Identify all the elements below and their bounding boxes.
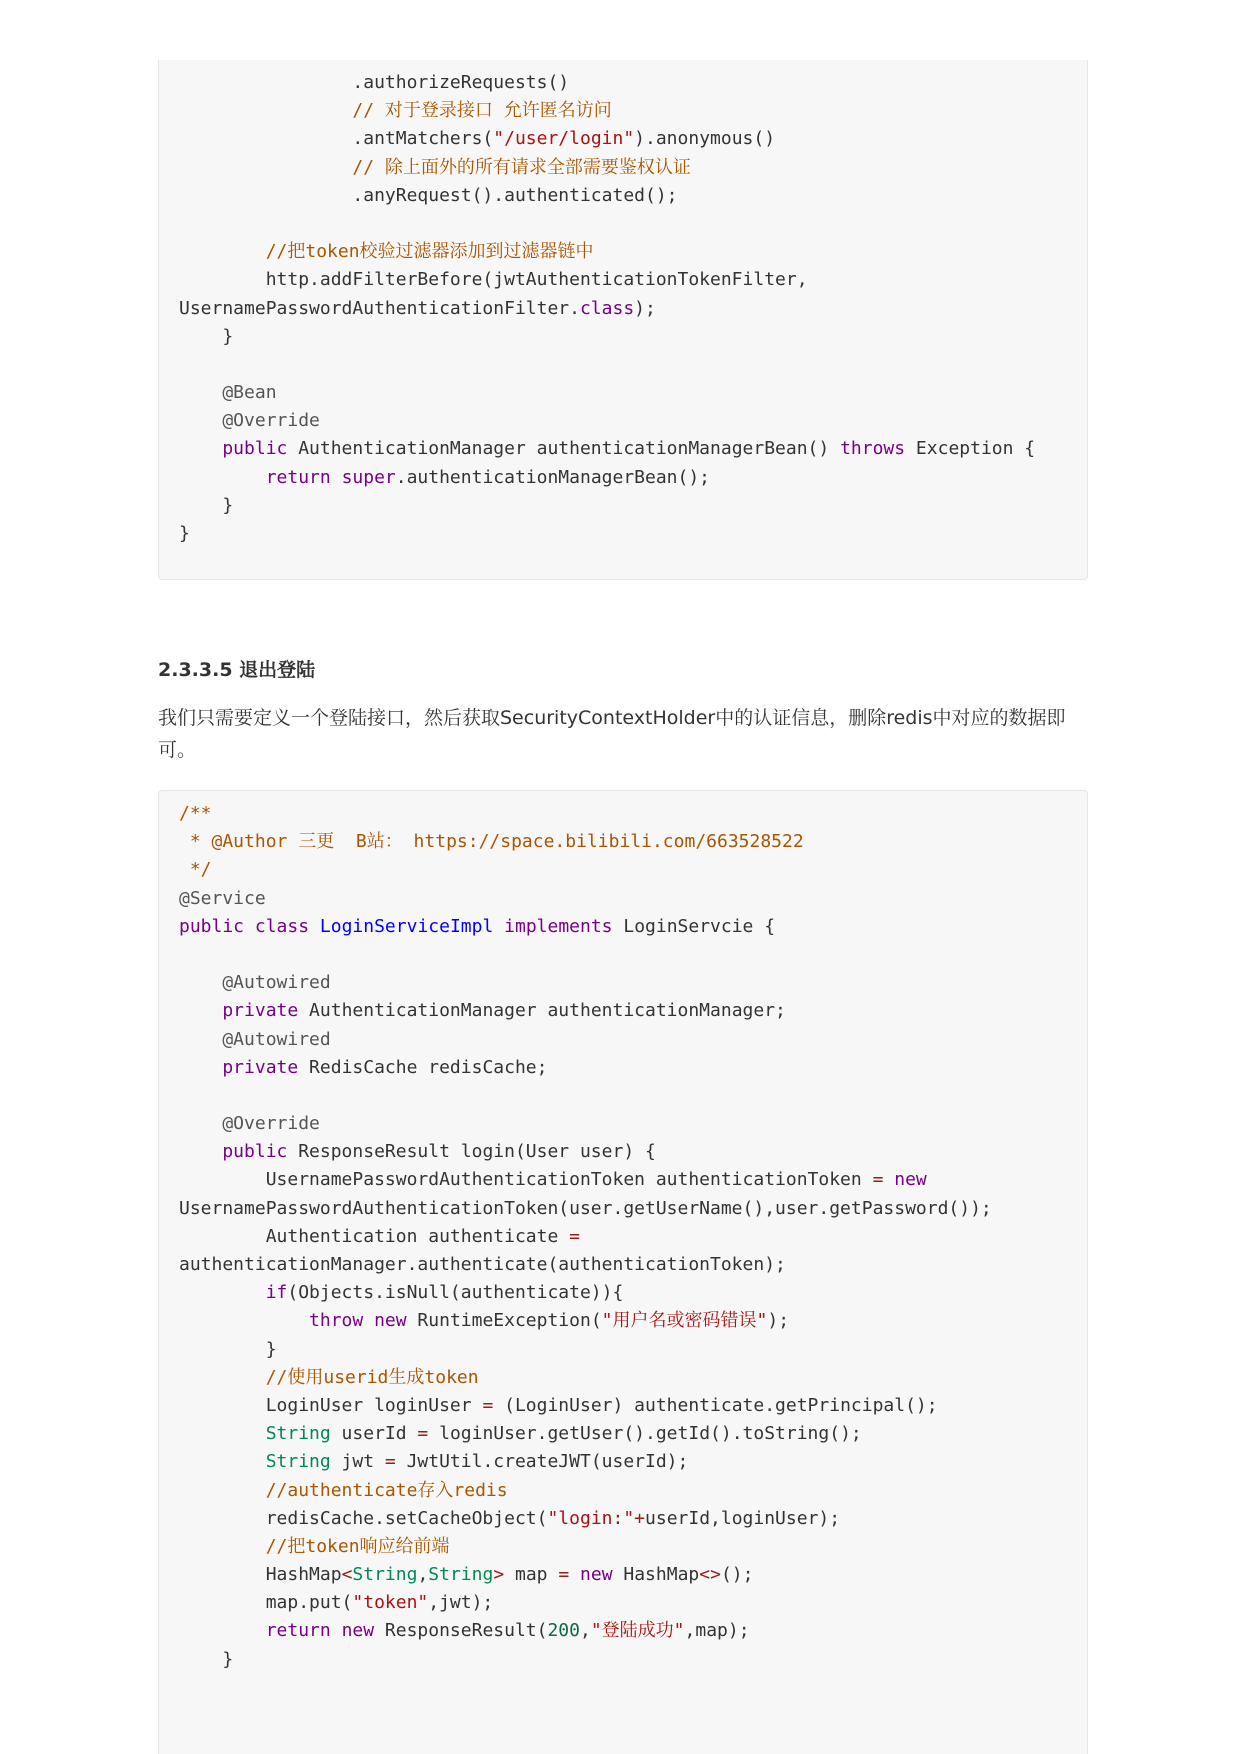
code-token: userId — [330, 1423, 418, 1445]
code-token: String — [428, 1564, 494, 1586]
code-token: /** — [179, 803, 212, 824]
code-line — [179, 154, 1035, 182]
code-line — [179, 69, 1035, 97]
code-token: .authenticationManagerBean(); — [395, 466, 711, 488]
code-token: < — [341, 1564, 353, 1586]
code-token: ); — [634, 297, 656, 319]
code-token: } — [179, 325, 234, 347]
code-line — [179, 1251, 992, 1279]
code-token: public — [179, 915, 245, 937]
code-line — [179, 1364, 992, 1392]
code-token: HashMap — [612, 1564, 700, 1586]
code-token: = — [417, 1423, 429, 1445]
code-token: class — [254, 915, 310, 937]
code-token: http.addFilterBefore(jwtAuthenticationTokenFilter, — [179, 269, 808, 291]
code-token: String — [352, 1564, 418, 1586]
code-token: } — [179, 523, 190, 544]
code-token: = — [872, 1169, 884, 1191]
code-block-security-config — [158, 60, 1088, 580]
code-line — [179, 379, 1035, 407]
code-line — [179, 1307, 992, 1335]
code-token: userId,loginUser); — [645, 1507, 841, 1529]
code-token: RedisCache redisCache; — [298, 1056, 548, 1078]
code-token: LoginServiceImpl — [319, 915, 494, 937]
code-token: throws — [840, 438, 906, 460]
code-line — [179, 1505, 992, 1533]
code-token: String — [179, 1451, 331, 1473]
code-line — [179, 323, 1035, 351]
code-token: AuthenticationManager authenticationManagerBean() — [287, 438, 841, 460]
code-token: ); — [767, 1310, 790, 1332]
code-line — [179, 913, 992, 941]
code-token: UsernamePasswordAuthenticationToken authenticationToken — [179, 1169, 873, 1191]
code-token: "login:" — [547, 1507, 635, 1529]
code-token: map.put( — [179, 1592, 353, 1614]
code-token: //把token响应给前端 — [179, 1535, 450, 1557]
code-token: HashMap — [179, 1564, 342, 1586]
code-line — [179, 238, 1035, 266]
code-token: //把token校验过滤器添加到过滤器链中 — [179, 241, 594, 263]
code-token: .antMatchers( — [179, 128, 494, 150]
code-token: UsernamePasswordAuthenticationToken(user.getUserName(),user.getPassword()); — [179, 1197, 992, 1219]
code-line — [179, 492, 1035, 520]
code-token: @Override — [179, 1113, 320, 1135]
code-line — [179, 1279, 992, 1307]
code-line — [179, 97, 1035, 125]
code-line — [179, 1026, 992, 1054]
code-token: > — [493, 1564, 505, 1586]
code-token: new — [374, 1310, 407, 1332]
code-line — [179, 1392, 992, 1420]
code-token — [569, 1564, 580, 1585]
code-token: "token" — [352, 1592, 429, 1614]
code-token: ResponseResult( — [374, 1620, 548, 1642]
code-line — [179, 520, 1035, 548]
code-token: return — [179, 1620, 331, 1642]
code-token: @Bean — [179, 382, 277, 404]
code-token: } — [179, 1338, 277, 1360]
section-heading: 2.3.3.5 退出登陆 — [158, 659, 316, 681]
code-block-login-service — [158, 790, 1088, 1754]
code-token: // 除上面外的所有请求全部需要鉴权认证 — [179, 156, 691, 178]
code-line — [179, 1223, 992, 1251]
code-line — [179, 1420, 992, 1448]
code-line — [179, 407, 1035, 435]
code-token: <> — [699, 1564, 721, 1586]
code-line — [179, 1617, 992, 1645]
code-line — [179, 941, 992, 969]
code-token — [493, 916, 504, 937]
code-line — [179, 295, 1035, 323]
code-token: 200 — [547, 1620, 580, 1642]
code-line — [179, 800, 992, 828]
code-token — [244, 916, 255, 937]
code-token: LoginServcie { — [612, 915, 776, 937]
code-token: + — [634, 1507, 646, 1529]
code-token: = — [558, 1564, 570, 1586]
code-token: = — [569, 1225, 580, 1247]
code-token: String — [179, 1423, 331, 1445]
code-token: private — [179, 1056, 299, 1078]
code-line — [179, 1477, 992, 1505]
code-token — [309, 916, 320, 937]
code-token: Authentication authenticate — [179, 1225, 570, 1247]
code-content — [179, 69, 1035, 548]
code-token: loginUser.getUser().getId().toString(); — [428, 1423, 862, 1445]
code-token: ).anonymous() — [634, 128, 776, 150]
code-line — [179, 125, 1035, 153]
code-line — [179, 464, 1035, 492]
code-token: UsernamePasswordAuthenticationFilter. — [179, 297, 580, 319]
code-token: ,jwt); — [428, 1592, 494, 1614]
code-token — [883, 1169, 894, 1190]
code-token: (); — [720, 1564, 754, 1586]
code-line — [179, 266, 1035, 294]
code-token: public — [179, 1141, 288, 1163]
code-token: //使用userid生成token — [179, 1366, 479, 1388]
code-token: @Autowired — [179, 972, 331, 994]
code-token: new — [894, 1169, 927, 1191]
code-token — [363, 1310, 374, 1331]
code-token: @Autowired — [179, 1028, 331, 1050]
code-line — [179, 885, 992, 913]
code-token — [331, 1620, 342, 1641]
code-token: } — [179, 494, 234, 516]
code-line — [179, 1561, 992, 1589]
code-token: * @Author 三更 B站： https://space.bilibili.com/663528522 — [179, 831, 804, 853]
code-line — [179, 1082, 992, 1110]
code-token: @Service — [179, 887, 266, 909]
code-line — [179, 1195, 992, 1223]
section-paragraph: 我们只需要定义一个登陆接口，然后获取SecurityContextHolder中的认证信息，删除redis中对应的数据即可。 — [158, 707, 1066, 761]
code-token: //authenticate存入redis — [179, 1479, 508, 1501]
code-line — [179, 1533, 992, 1561]
code-line — [179, 210, 1035, 238]
code-token: "登陆成功" — [590, 1620, 685, 1642]
code-token: class — [579, 297, 635, 319]
code-token: jwt — [330, 1451, 385, 1473]
code-token: private — [179, 1000, 299, 1022]
code-token: JwtUtil.createJWT(userId); — [395, 1451, 689, 1473]
code-token: "用户名或密码错误" — [601, 1310, 768, 1332]
code-line — [179, 351, 1035, 379]
code-line — [179, 1138, 992, 1166]
code-line — [179, 856, 992, 884]
code-line — [179, 1166, 992, 1194]
code-token: } — [179, 1648, 234, 1670]
code-token — [331, 467, 342, 488]
code-token: (Objects.isNull(authenticate)){ — [287, 1282, 624, 1304]
code-token: authenticationManager.authenticate(authenticationToken); — [179, 1254, 786, 1275]
code-token: ResponseResult login(User user) { — [287, 1141, 656, 1163]
code-token: @Override — [179, 410, 320, 432]
code-line — [179, 1448, 992, 1476]
code-line — [179, 997, 992, 1025]
code-token: = — [482, 1394, 494, 1416]
code-token: new — [341, 1620, 375, 1642]
code-line — [179, 1336, 992, 1364]
code-line — [179, 969, 992, 997]
code-line — [179, 182, 1035, 210]
code-token: = — [384, 1451, 396, 1473]
code-token: (LoginUser) authenticate.getPrincipal(); — [493, 1394, 938, 1416]
code-token: RuntimeException( — [406, 1310, 602, 1332]
code-token: .authorizeRequests() — [179, 72, 570, 93]
code-line — [179, 435, 1035, 463]
code-token: return — [179, 466, 331, 488]
code-token: if — [179, 1282, 288, 1304]
code-line — [179, 1054, 992, 1082]
code-token: throw — [179, 1310, 364, 1332]
code-token: // 对于登录接口 允许匿名访问 — [179, 100, 612, 122]
code-line — [179, 1589, 992, 1617]
code-token: */ — [179, 859, 212, 881]
code-token: LoginUser loginUser — [179, 1394, 483, 1416]
code-token: new — [580, 1564, 613, 1586]
code-content — [179, 800, 992, 1674]
code-token: super — [341, 466, 396, 488]
code-token: .anyRequest().authenticated(); — [179, 184, 678, 206]
code-token: public — [179, 438, 288, 460]
code-token: map — [504, 1564, 559, 1586]
code-line — [179, 828, 992, 856]
code-line — [179, 1646, 992, 1674]
code-token: redisCache.setCacheObject( — [179, 1507, 548, 1529]
code-line — [179, 1110, 992, 1138]
code-token: AuthenticationManager authenticationManager; — [298, 1000, 786, 1022]
code-token: , — [417, 1564, 429, 1586]
code-token: "/user/login" — [493, 128, 635, 150]
code-token: implements — [504, 915, 613, 937]
code-token: , — [579, 1620, 591, 1642]
code-token: ,map); — [684, 1620, 750, 1642]
code-token: Exception { — [905, 438, 1036, 460]
